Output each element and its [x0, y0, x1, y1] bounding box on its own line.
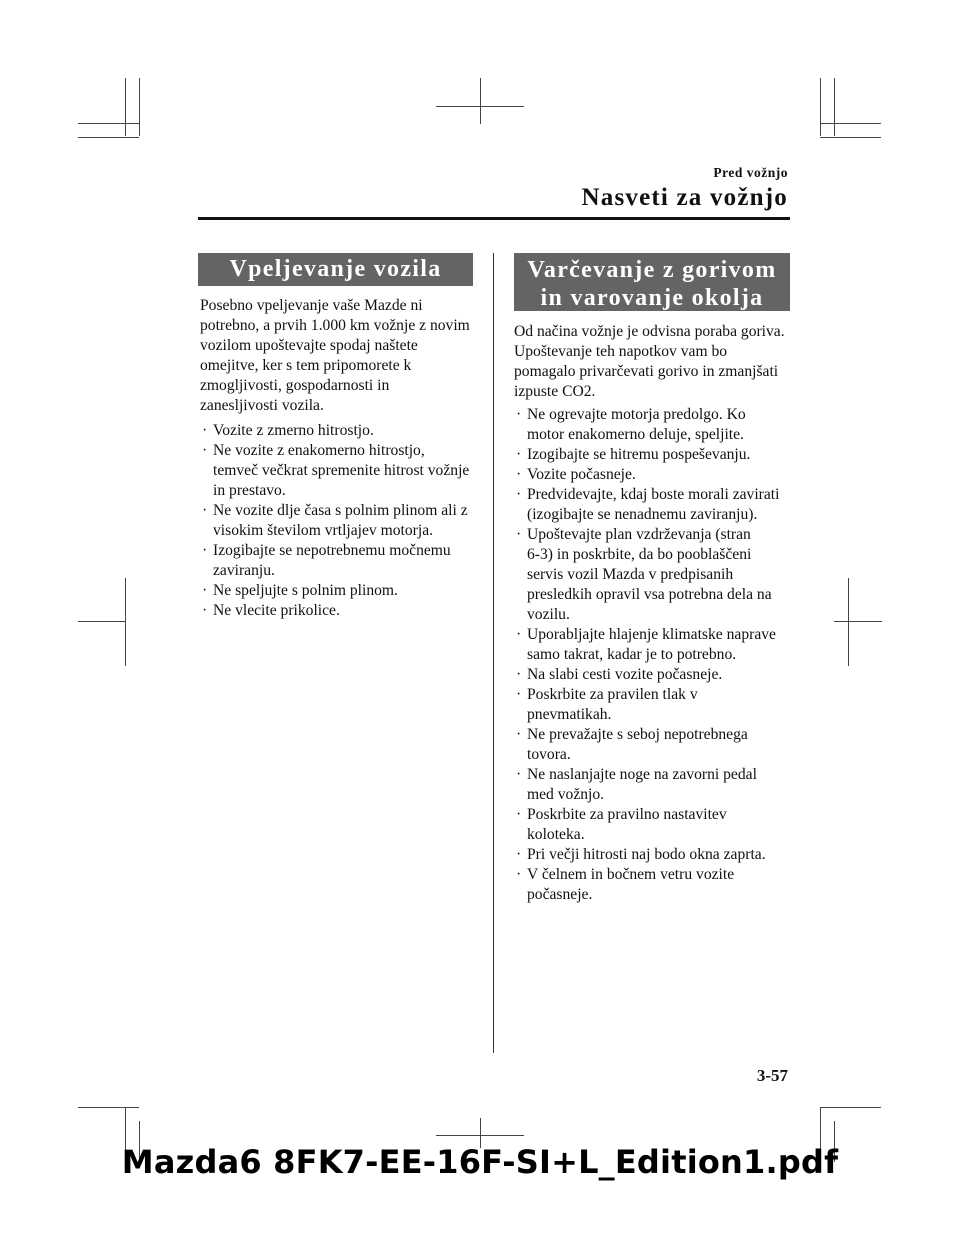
bullet-dot-icon: ·	[516, 806, 522, 823]
list-item	[514, 465, 794, 485]
list-item-text: Ne speljujte s polnim plinom.	[213, 582, 398, 599]
bullet-dot-icon: ·	[516, 446, 522, 463]
list-item-text: V čelnem in bočnem vetru vozite počasneje.	[527, 866, 735, 903]
page-number: 3-57	[756, 1066, 788, 1085]
list-item-text: Vozite z zmerno hitrostjo.	[213, 422, 374, 439]
list-item	[200, 581, 480, 601]
bullet-dot-icon: ·	[516, 866, 522, 883]
list-item	[514, 685, 794, 725]
bullet-dot-icon: ·	[202, 502, 208, 519]
list-item	[514, 805, 794, 845]
list-item-text: Vozite počasneje.	[527, 466, 636, 483]
bullet-dot-icon: ·	[516, 686, 522, 703]
list-item-text: Poskrbite za pravilen tlak v pnevmatikah.	[527, 686, 698, 723]
intro-paragraph-left: Posebno vpeljevanje vaše Mazde ni potrebno, a prvih 1.000 km vožnje z novim vozilom upoštevajte spodaj naštete omejitve, ker s tem pripomorete k zmogljivosti, gospodarnosti in zanesljivosti vozila.	[200, 297, 470, 414]
bullet-dot-icon: ·	[202, 602, 208, 619]
bullet-dot-icon: ·	[516, 406, 522, 423]
list-item	[514, 845, 794, 865]
section-heading-left: Vpeljevanje vozila	[198, 253, 473, 286]
list-item-text: Upoštevajte plan vzdrževanja (stran 6-3) in poskrbite, da bo pooblaščeni servis vozil Mazda v predpisanih presledkih opravil vsa potrebna dela na vozilu.	[527, 526, 772, 623]
list-item-text: Ne ogrevajte motorja predolgo. Ko motor enakomerno deluje, speljite.	[527, 406, 746, 443]
list-item-text: Ne vozite dlje časa s polnim plinom ali z visokim številom vrtljajev motorja.	[213, 502, 468, 539]
list-item	[200, 421, 480, 441]
list-item	[200, 541, 480, 581]
list-item	[514, 405, 794, 445]
bullet-dot-icon: ·	[202, 442, 208, 459]
list-item-text: Ne naslanjajte noge na zavorni pedal med vožnjo.	[527, 766, 757, 803]
list-item-text: Ne prevažajte s seboj nepotrebnega tovora.	[527, 726, 748, 763]
bullet-dot-icon: ·	[202, 422, 208, 439]
bullet-dot-icon: ·	[202, 542, 208, 559]
column-divider	[493, 253, 494, 1053]
intro-paragraph-right: Od načina vožnje je odvisna poraba goriva. Upoštevanje teh napotkov vam bo pomagalo privarčevati gorivo in zmanjšati izpuste CO2.	[514, 323, 785, 400]
list-item-text: Uporabljajte hlajenje klimatske naprave samo takrat, kadar je to potrebno.	[527, 626, 776, 663]
list-item	[200, 441, 480, 501]
header-section-label: Pred vožnjo	[713, 165, 788, 180]
bullet-dot-icon: ·	[202, 582, 208, 599]
bullet-dot-icon: ·	[516, 666, 522, 683]
section-heading-right: Varčevanje z gorivom in varovanje okolja	[514, 253, 790, 311]
bullet-dot-icon: ·	[516, 766, 522, 783]
footer-filename: Mazda6 8FK7-EE-16F-SI+L_Edition1.pdf	[121, 1143, 839, 1181]
bullet-dot-icon: ·	[516, 846, 522, 863]
list-item-text: Poskrbite za pravilno nastavitev koloteka.	[527, 806, 727, 843]
header-divider	[198, 217, 790, 220]
list-item	[514, 865, 794, 905]
header-page-title: Nasveti za vožnjo	[581, 184, 788, 211]
list-item	[514, 445, 794, 465]
bullet-dot-icon: ·	[516, 726, 522, 743]
list-item	[200, 501, 480, 541]
list-item-text: Ne vlecite prikolice.	[213, 602, 340, 619]
list-item	[514, 665, 794, 685]
bullet-dot-icon: ·	[516, 626, 522, 643]
bullet-dot-icon: ·	[516, 466, 522, 483]
list-item	[200, 601, 480, 621]
list-item	[514, 525, 794, 625]
list-item-text: Ne vozite z enakomerno hitrostjo, temveč večkrat spremenite hitrost vožnje in prestavo.	[213, 442, 470, 499]
list-item-text: Pri večji hitrosti naj bodo okna zaprta.	[527, 846, 766, 863]
bullet-list-right	[514, 405, 794, 905]
list-item-text: Na slabi cesti vozite počasneje.	[527, 666, 723, 683]
bullet-dot-icon: ·	[516, 526, 522, 543]
list-item-text: Predvidevajte, kdaj boste morali zavirati (izogibajte se nenadnemu zaviranju).	[527, 486, 780, 523]
bullet-list-left	[200, 421, 480, 621]
list-item	[514, 625, 794, 665]
list-item	[514, 485, 794, 525]
list-item	[514, 765, 794, 805]
bullet-dot-icon: ·	[516, 486, 522, 503]
list-item-text: Izogibajte se nepotrebnemu močnemu zaviranju.	[213, 542, 451, 579]
list-item-text: Izogibajte se hitremu pospeševanju.	[527, 446, 751, 463]
list-item	[514, 725, 794, 765]
